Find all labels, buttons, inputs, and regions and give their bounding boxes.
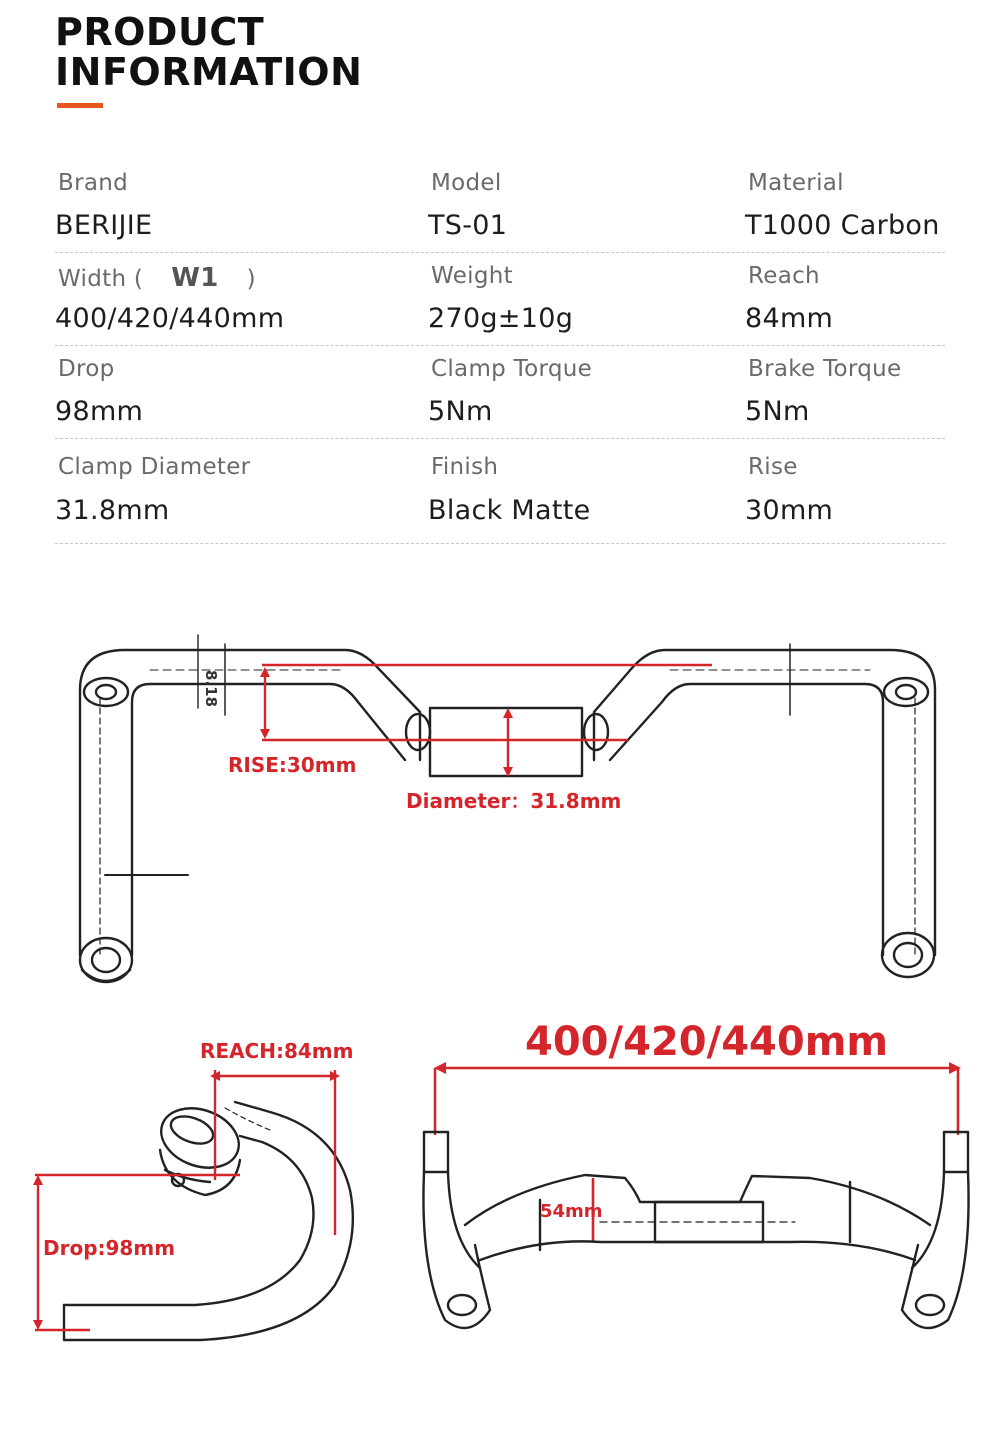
spec-label: Drop [58, 356, 115, 382]
handlebar-side-view-drawing [0, 1030, 400, 1360]
spec-value: T1000 Carbon [745, 210, 940, 241]
spec-label: Clamp Diameter [58, 454, 251, 480]
spec-label: Finish [431, 454, 499, 480]
spec-label: Rise [748, 454, 798, 480]
spec-value: 84mm [745, 303, 834, 334]
spec-label: Weight [431, 263, 513, 289]
spec-label: Material [748, 170, 844, 196]
spec-label [58, 263, 256, 293]
spec-value: TS-01 [428, 210, 508, 241]
spec-value: 5Nm [428, 396, 493, 427]
center-rise-label: 54mm [540, 1201, 603, 1222]
rise-label: RISE:30mm [228, 753, 357, 777]
spec-value: 400/420/440mm [55, 303, 285, 334]
diameter-tick-text: 8.18 [202, 670, 220, 708]
title-line-1: PRODUCT [55, 10, 265, 54]
spec-label: Brake Torque [748, 356, 902, 382]
page-title [55, 12, 362, 92]
spec-value: 5Nm [745, 396, 810, 427]
drop-label: Drop:98mm [43, 1236, 176, 1260]
handlebar-top-view-drawing [0, 620, 1000, 990]
diameter-label: Diameter：31.8mm [406, 789, 622, 813]
spec-value: 30mm [745, 495, 834, 526]
spec-row [55, 346, 945, 439]
title-accent-bar [57, 103, 103, 108]
spec-label: Brand [58, 170, 129, 196]
spec-value: Black Matte [428, 495, 591, 526]
spec-row [55, 160, 945, 253]
width-label-code: W1 [171, 263, 219, 293]
spec-label: Clamp Torque [431, 356, 593, 382]
spec-value: 98mm [55, 396, 144, 427]
handlebar-front-view-drawing [410, 1010, 990, 1350]
spec-label: Reach [748, 263, 820, 289]
width-label-prefix: Width ( [58, 266, 144, 292]
spec-row [55, 439, 945, 544]
width-label: 400/420/440mm [525, 1019, 889, 1065]
spec-label: Model [431, 170, 502, 196]
spec-value: BERIJIE [55, 210, 153, 241]
spec-value: 270g±10g [428, 303, 574, 334]
spec-table [55, 160, 945, 544]
title-line-2: INFORMATION [55, 50, 363, 94]
reach-label: REACH:84mm [200, 1039, 354, 1063]
spec-row [55, 253, 945, 346]
width-label-suffix: ) [246, 266, 256, 292]
spec-value: 31.8mm [55, 495, 170, 526]
